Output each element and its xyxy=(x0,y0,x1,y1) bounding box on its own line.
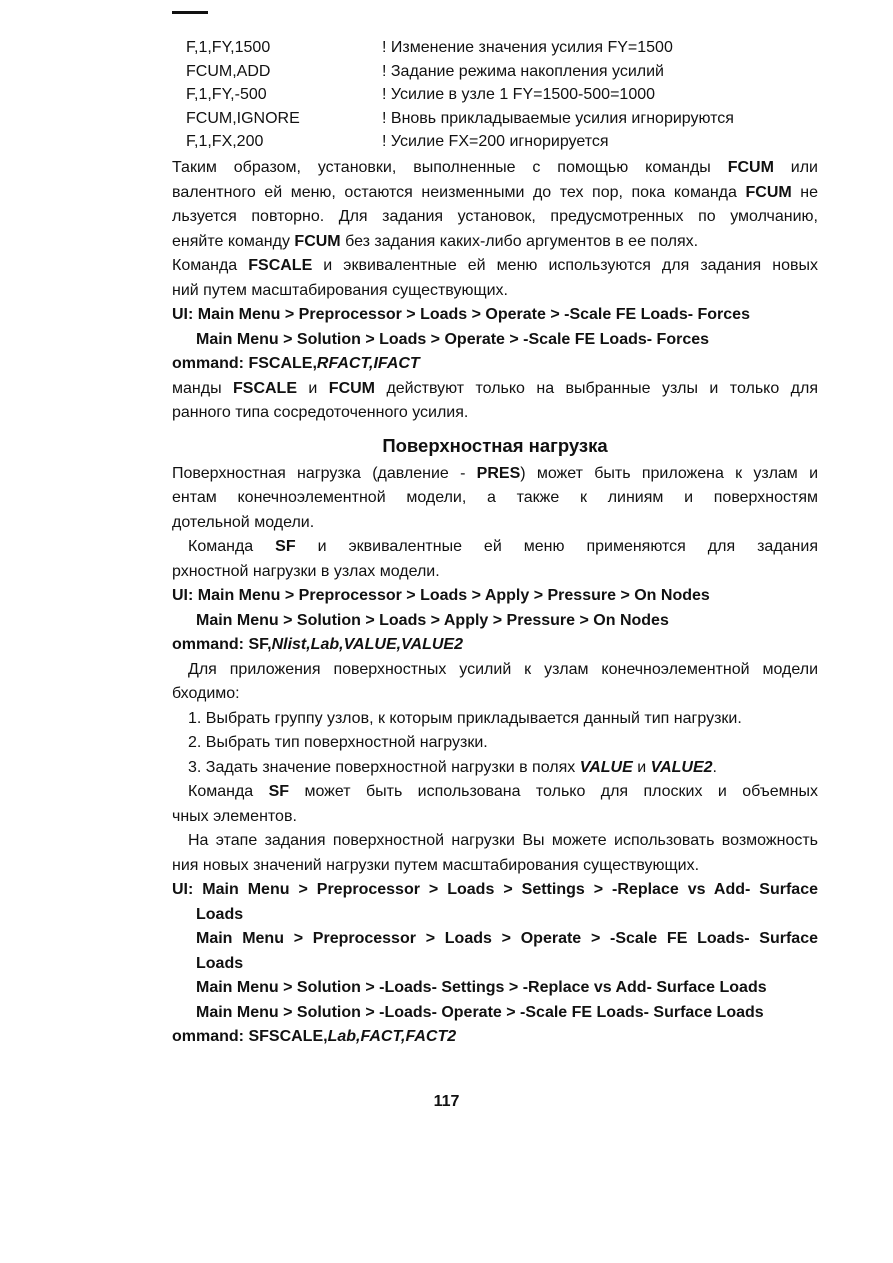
paragraph-line: Команда FSCALE и эквивалентные ей меню используются для задания новых xyxy=(172,257,819,274)
menu-path: Main Menu > Solution > Loads > Apply > Pressure > On Nodes xyxy=(196,611,669,629)
command-row xyxy=(186,36,826,60)
paragraph-line: Таким образом, установки, выполненные с помощью команды FCUM или xyxy=(172,159,818,176)
command-row xyxy=(186,83,826,107)
step-item: 1. Выбрать группу узлов, к которым прикладывается данный тип нагрузки. xyxy=(188,709,742,727)
menu-path: UI: Main Menu > Preprocessor > Loads > Settings > -Replace vs Add- Surface xyxy=(172,881,818,898)
command-syntax: ommand: SFSCALE,Lab,FACT,FACT2 xyxy=(172,1028,457,1045)
menu-path: Main Menu > Preprocessor > Loads > Operate > -Scale FE Loads- Surface xyxy=(196,930,818,947)
paragraph-line: ния новых значений нагрузки путем масштабирования существующих. xyxy=(172,856,700,874)
paragraph-line: На этапе задания поверхностной нагрузки Вы можете использовать возможность xyxy=(188,832,818,849)
step-item: 2. Выбрать тип поверхностной нагрузки. xyxy=(188,734,488,751)
menu-path: UI: Main Menu > Preprocessor > Loads > Apply > Pressure > On Nodes xyxy=(172,587,710,604)
menu-path: Main Menu > Solution > -Loads- Operate > -Scale FE Loads- Surface Loads xyxy=(196,1003,764,1021)
command-row xyxy=(186,130,826,154)
paragraph-line: дотельной модели. xyxy=(172,513,315,531)
paragraph-line: ранного типа сосредоточенного усилия. xyxy=(172,404,469,421)
paragraph-line: чных элементов. xyxy=(172,807,297,825)
section-heading: Поверхностная нагрузка xyxy=(382,434,608,456)
body-text xyxy=(172,156,818,1050)
paragraph-line: Команда SF и эквивалентные ей меню применяются для задания xyxy=(188,538,818,555)
step-item: 3. Задать значение поверхностной нагрузки в полях VALUE и VALUE2. xyxy=(188,758,717,776)
command-row xyxy=(186,60,826,84)
menu-path: Loads xyxy=(196,954,244,972)
command-comment: ! Задание режима накопления усилий xyxy=(382,62,664,80)
menu-path: UI: Main Menu > Preprocessor > Loads > Operate > -Scale FE Loads- Forces xyxy=(172,306,750,323)
command-row xyxy=(186,107,826,131)
menu-path: Main Menu > Solution > Loads > Operate > -Scale FE Loads- Forces xyxy=(196,330,710,348)
paragraph-line: рхностной нагрузки в узлах модели. xyxy=(172,562,440,580)
paragraph-line: Поверхностная нагрузка (давление - PRES) может быть приложена к узлам и xyxy=(172,464,819,482)
paragraph-line: валентного ей меню, остаются неизменными до тех пор, пока команда FCUM не xyxy=(172,183,818,201)
command-syntax: ommand: FSCALE,RFACT,IFACT xyxy=(172,355,420,372)
paragraph-line: еняйте команду FCUM без задания каких-либо аргументов в ее полях. xyxy=(172,232,699,250)
command-code: F,1,FY,1500 xyxy=(186,39,271,56)
command-comment: ! Вновь прикладываемые усилия игнорируются xyxy=(382,109,734,127)
command-comment: ! Усилие в узле 1 FY=1500-500=1000 xyxy=(382,86,656,103)
paragraph-line: бходимо: xyxy=(172,685,240,702)
command-comment: ! Усилие FX=200 игнорируется xyxy=(382,133,609,150)
paragraph-line: манды FSCALE и FCUM действуют только на выбранные узлы и только для xyxy=(172,379,818,397)
paragraph-line: Команда SF может быть использована только для плоских и объемных xyxy=(188,783,818,800)
command-listing xyxy=(186,36,826,154)
menu-path: Loads xyxy=(196,905,244,923)
paragraph-line: льзуется повторно. Для задания установок, предусмотренных по умолчанию, xyxy=(172,208,818,225)
paragraph-line: ентам конечноэлементной модели, а также к линиям и поверхностям xyxy=(172,489,818,506)
command-code: FCUM,ADD xyxy=(186,62,271,80)
top-rule xyxy=(172,11,208,14)
menu-path: Main Menu > Solution > -Loads- Settings > -Replace vs Add- Surface Loads xyxy=(196,979,767,996)
command-code: F,1,FX,200 xyxy=(186,133,264,150)
paragraph-line: Для приложения поверхностных усилий к узлам конечноэлементной модели xyxy=(188,660,818,678)
command-code: FCUM,IGNORE xyxy=(186,109,300,127)
command-syntax: ommand: SF,Nlist,Lab,VALUE,VALUE2 xyxy=(172,636,463,653)
paragraph-line: ний путем масштабирования существующих. xyxy=(172,281,508,299)
command-code: F,1,FY,-500 xyxy=(186,86,267,103)
page-number: 117 xyxy=(433,1093,460,1110)
command-comment: ! Изменение значения усилия FY=1500 xyxy=(382,39,673,56)
